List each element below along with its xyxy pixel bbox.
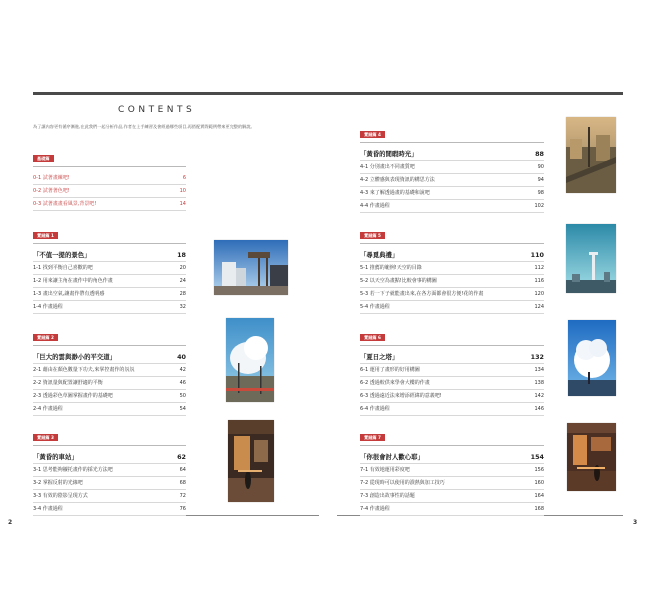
section-practice-7 xyxy=(360,424,544,516)
illustration-thumbnail-2[interactable] xyxy=(226,318,274,402)
section-tag: 實踐篇 6 xyxy=(360,334,385,341)
toc-entry[interactable]: 7-2 從現時可以使用的潰熱與加工技巧 160 xyxy=(360,480,544,486)
top-rule xyxy=(33,92,623,95)
section-tag: 基礎篇 xyxy=(33,155,54,162)
chapter-title[interactable]: 「巨大的雲與渺小的平交道」 40 xyxy=(33,353,186,361)
page-number-right: 3 xyxy=(633,519,638,526)
section-practice-6 xyxy=(360,324,544,416)
illustration-thumbnail-5[interactable] xyxy=(566,224,616,293)
toc-entry[interactable]: 6-2 透過較供來學會大樓的作畫 138 xyxy=(360,380,544,386)
contents-title: CONTENTS xyxy=(118,105,196,115)
toc-entry[interactable]: 1-2 用來讓主角在畫作中的角色作畫 24 xyxy=(33,278,186,284)
section-practice-3 xyxy=(33,424,186,516)
section-tag: 實踐篇 2 xyxy=(33,334,58,341)
chapter-title[interactable]: 「尋覓典禮」 110 xyxy=(360,251,544,259)
toc-entry[interactable]: 1-3 畫出空氣,讓畫作帶有透明感 28 xyxy=(33,291,186,297)
toc-entry[interactable]: 2-4 作畫過程 54 xyxy=(33,406,186,412)
toc-entry[interactable]: 2-1 藉由在顏色數量下功夫,來掌控畫作的氛氛 42 xyxy=(33,367,186,373)
toc-entry[interactable]: 6-1 運用了畫形的好用構圖 134 xyxy=(360,367,544,373)
chapter-title[interactable]: 「夏日之塔」 132 xyxy=(360,353,544,361)
toc-entry[interactable]: 1-1 找到平衡自己喜歡的吧 20 xyxy=(33,265,186,271)
section-divider xyxy=(33,166,186,167)
toc-entry[interactable]: 6-3 透過遠近法來增添經緯的意義吧! 142 xyxy=(360,393,544,399)
section-tag: 實踐篇 3 xyxy=(33,434,58,441)
toc-entry[interactable]: 4-2 立體感與表現資訊的構思方法 94 xyxy=(360,177,544,183)
illustration-thumbnail-7[interactable] xyxy=(567,423,616,491)
toc-entry[interactable]: 1-4 作畫過程 32 xyxy=(33,304,186,310)
intro-text: 為了讓內容更有循序漸進,在此我們一起分析作品,作者在上手練習及會經過哪些項目,再搭配實際範例帶來更完整的解說。 xyxy=(33,124,255,129)
illustration-thumbnail-1[interactable] xyxy=(214,240,288,295)
section-tag: 實踐篇 1 xyxy=(33,232,58,239)
section-basic xyxy=(33,145,186,211)
toc-entry[interactable]: 4-1 分別畫出不同畫質吧 90 xyxy=(360,164,544,170)
toc-entry[interactable]: 4-4 作畫過程 102 xyxy=(360,203,544,209)
toc-entry[interactable]: 0-3 試著畫畫看風景,背景吧! 14 xyxy=(33,201,186,207)
toc-entry[interactable]: 5-2 以天空為畫點!比較會事的構圖 116 xyxy=(360,278,544,284)
toc-entry[interactable]: 5-3 若一下子就能畫出來,在各方面都會很方便!花的作畫 120 xyxy=(360,291,544,297)
section-tag: 實踐篇 5 xyxy=(360,232,385,239)
toc-entry[interactable]: 7-4 作畫過程 168 xyxy=(360,506,544,512)
toc-entry[interactable]: 0-1 試著畫練吧! 6 xyxy=(33,175,186,181)
chapter-title[interactable]: 「黃昏的車站」 62 xyxy=(33,453,186,461)
section-practice-2 xyxy=(33,324,186,416)
toc-entry[interactable]: 0-2 試著著色吧! 10 xyxy=(33,188,186,194)
toc-entry[interactable]: 3-1 思考能夠襯托畫作的採光方法吧 64 xyxy=(33,467,186,473)
toc-entry[interactable]: 7-1 有效地運用彩度吧 156 xyxy=(360,467,544,473)
page-number-left: 2 xyxy=(8,519,13,526)
toc-entry[interactable]: 5-1 推薦的範例!天空的目錄 112 xyxy=(360,265,544,271)
toc-entry[interactable]: 4-3 來了解透過畫的基礎和說吧 98 xyxy=(360,190,544,196)
illustration-thumbnail-4[interactable] xyxy=(566,117,616,193)
toc-entry[interactable]: 5-4 作畫過程 124 xyxy=(360,304,544,310)
toc-entry[interactable]: 3-3 有效的陰影呈現方式 72 xyxy=(33,493,186,499)
illustration-thumbnail-6[interactable] xyxy=(568,320,616,396)
chapter-title[interactable]: 「黃昏的閒暇時光」 88 xyxy=(360,150,544,158)
chapter-title[interactable]: 「你很會討人歡心耶」 154 xyxy=(360,453,544,461)
toc-entry[interactable]: 2-3 透過彩色草圖掌握畫作的基礎吧 50 xyxy=(33,393,186,399)
section-tag: 實踐篇 7 xyxy=(360,434,385,441)
toc-entry[interactable]: 3-2 掌握反射的光線吧 68 xyxy=(33,480,186,486)
chapter-title[interactable]: 「不值一提的景色」 18 xyxy=(33,251,186,259)
toc-entry[interactable]: 3-4 作畫過程 76 xyxy=(33,506,186,512)
section-practice-5 xyxy=(360,222,544,314)
section-practice-1 xyxy=(33,222,186,314)
section-tag: 實踐篇 4 xyxy=(360,131,385,138)
toc-entry[interactable]: 7-3 創造出故事性的話題 164 xyxy=(360,493,544,499)
toc-entry[interactable]: 2-2 資訊量與配置讓舒適的平衡 46 xyxy=(33,380,186,386)
section-practice-4 xyxy=(360,121,544,213)
illustration-thumbnail-3[interactable] xyxy=(228,420,274,502)
toc-entry[interactable]: 6-4 作畫過程 146 xyxy=(360,406,544,412)
